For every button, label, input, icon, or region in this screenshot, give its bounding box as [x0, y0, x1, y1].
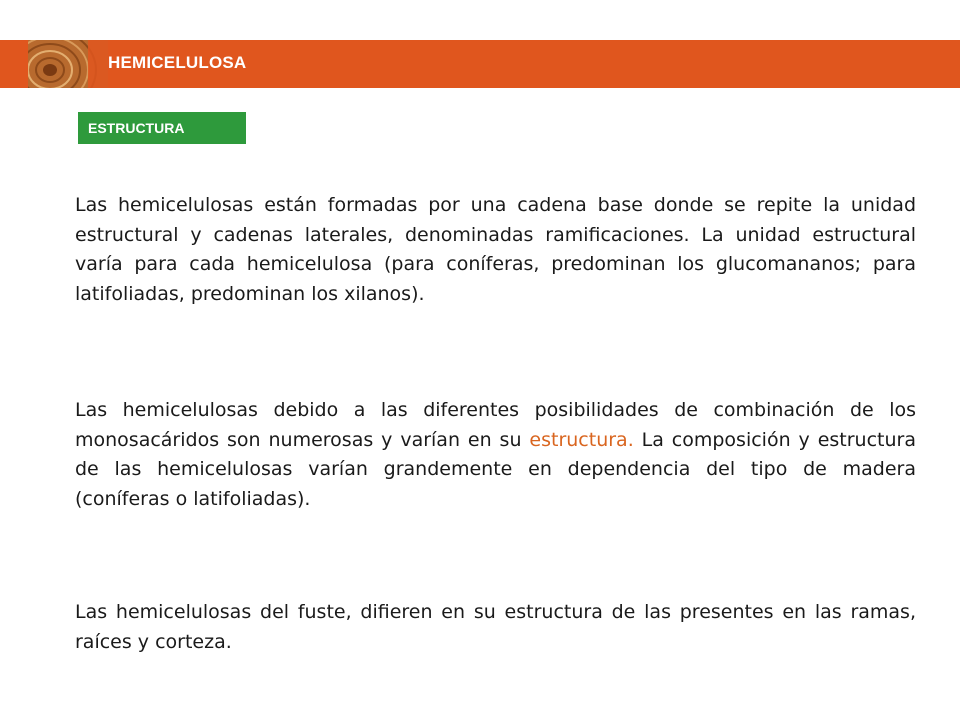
wood-cross-section-icon: [28, 40, 108, 88]
paragraph-location: Las hemicelulosas del fuste, difieren en su estructura de las presentes en las ramas, raíces y corteza.: [75, 601, 916, 653]
estructura-link[interactable]: estructura.: [529, 428, 634, 451]
paragraph-composition-start: Las hemicelulosas debido a las diferentes posibilidades de combinación de los monosacáridos son numerosas y varían en su: [75, 399, 916, 451]
paragraph-structure: Las hemicelulosas están formadas por una cadena base donde se repite la unidad estructural y cadenas laterales, denominadas ramificaciones. La unidad estructural varía para cada hemicelulosa (para coníferas, predominan los glucomananos; para latifoliadas, predominan los xilanos).: [75, 194, 916, 305]
section-label: ESTRUCTURA: [78, 112, 246, 144]
paragraph-composition: [75, 396, 916, 514]
paragraph-composition-end: La composición y estructura de las hemicelulosas varían grandemente en dependencia del tipo de madera (coníferas o latifoliadas).: [75, 428, 916, 510]
page-title: HEMICELULOSA: [108, 53, 247, 72]
